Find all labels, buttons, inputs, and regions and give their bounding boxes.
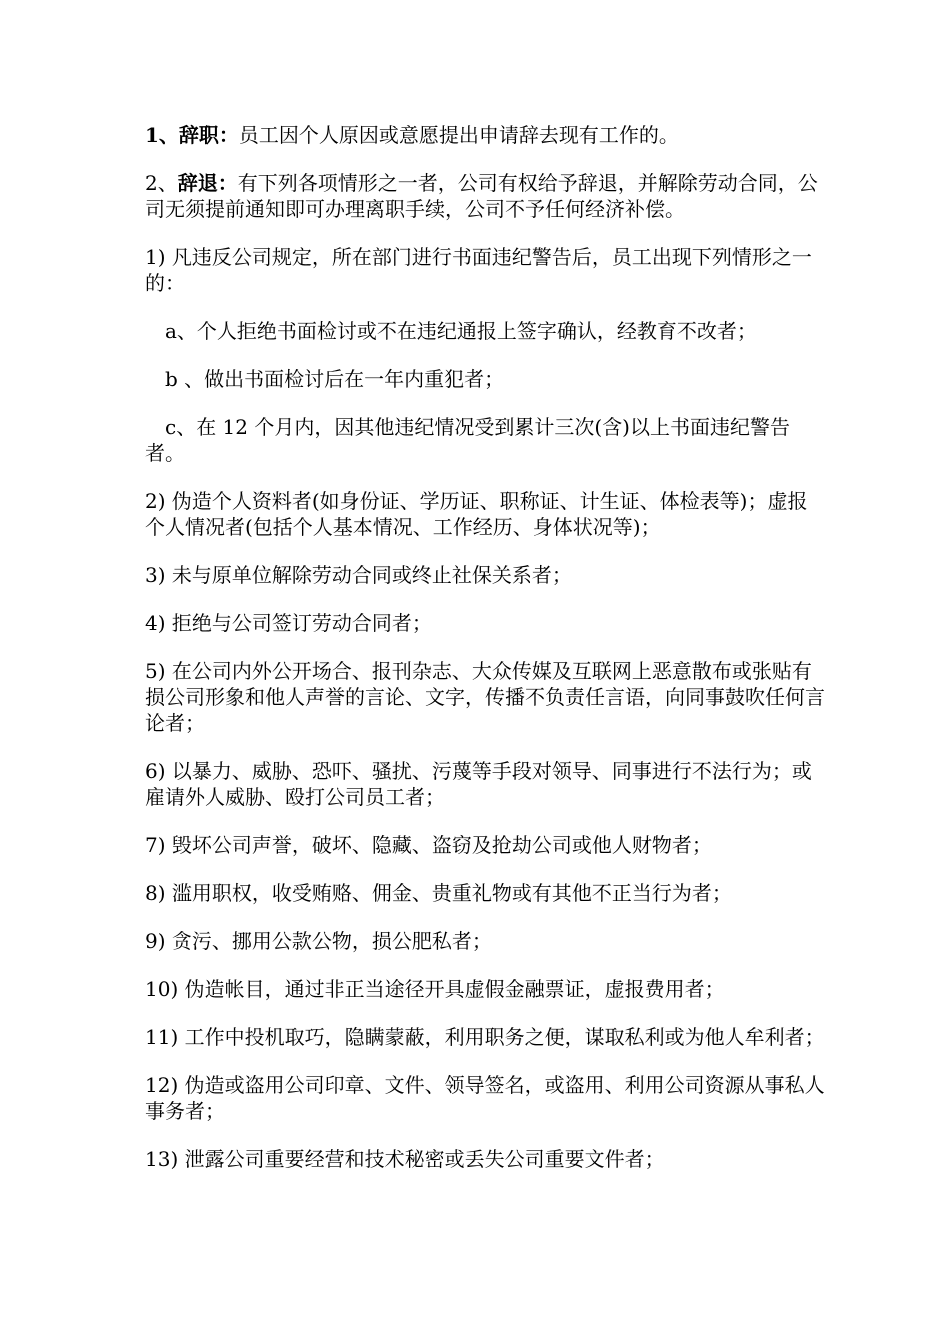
- list-item: b 、做出书面检讨后在一年内重犯者；: [165, 367, 505, 391]
- paragraph-resignation: [145, 122, 825, 148]
- document-page: [145, 122, 825, 1194]
- list-item: 2) 伪造个人资料者(如身份证、学历证、职称证、计生证、体检表等)；虚报个人情况者(包括个人基本情况、工作经历、身体状况等)；: [145, 489, 808, 539]
- list-item: 4) 拒绝与公司签订劳动合同者；: [145, 611, 432, 635]
- list-item: c、在 12 个月内，因其他违纪情况受到累计三次(含)以上书面违纪警告者。: [145, 415, 790, 465]
- resignation-text: 员工因个人原因或意愿提出申请辞去现有工作的。: [238, 123, 679, 147]
- paragraph-dismissal: [145, 170, 825, 222]
- list-item: 7) 毁坏公司声誉，破坏、隐藏、盗窃及抢劫公司或他人财物者；: [145, 833, 712, 857]
- list-item: 5) 在公司内外公开场合、报刊杂志、大众传媒及互联网上恶意散布或张贴有损公司形象和他人声誉的言论、文字，传播不负责任言语，向同事鼓吹任何言论者；: [145, 659, 825, 735]
- dismissal-heading: 辞退：: [177, 171, 238, 195]
- list-item: a、个人拒绝书面检讨或不在违纪通报上签字确认，经教育不改者；: [165, 319, 757, 343]
- list-item: 13) 泄露公司重要经营和技术秘密或丢失公司重要文件者；: [145, 1147, 665, 1171]
- list-item: 12) 伪造或盗用公司印章、文件、领导签名，或盗用、利用公司资源从事私人事务者；: [145, 1073, 825, 1123]
- dismissal-text: 有下列各项情形之一者，公司有权给予辞退，并解除劳动合同，公司无须提前通知即可办理离职手续，公司不予任何经济补偿。: [145, 171, 818, 221]
- list-item: 9) 贪污、挪用公款公物，损公肥私者；: [145, 929, 492, 953]
- list-item: 6) 以暴力、威胁、恐吓、骚扰、污蔑等手段对领导、同事进行不法行为；或雇请外人威胁、殴打公司员工者；: [145, 759, 812, 809]
- list-item: 8) 滥用职权，收受贿赂、佣金、贵重礼物或有其他不正当行为者；: [145, 881, 732, 905]
- list-item: 11) 工作中投机取巧，隐瞒蒙蔽，利用职务之便，谋取私利或为他人牟利者；: [145, 1025, 825, 1049]
- list-item: 10) 伪造帐目，通过非正当途径开具虚假金融票证，虚报费用者；: [145, 977, 725, 1001]
- resignation-heading: 1、辞职：: [145, 123, 239, 147]
- list-item: 1) 凡违反公司规定，所在部门进行书面违纪警告后，员工出现下列情形之一的：: [145, 245, 812, 295]
- list-item: 3) 未与原单位解除劳动合同或终止社保关系者；: [145, 563, 572, 587]
- dismissal-number: 2、: [145, 171, 178, 195]
